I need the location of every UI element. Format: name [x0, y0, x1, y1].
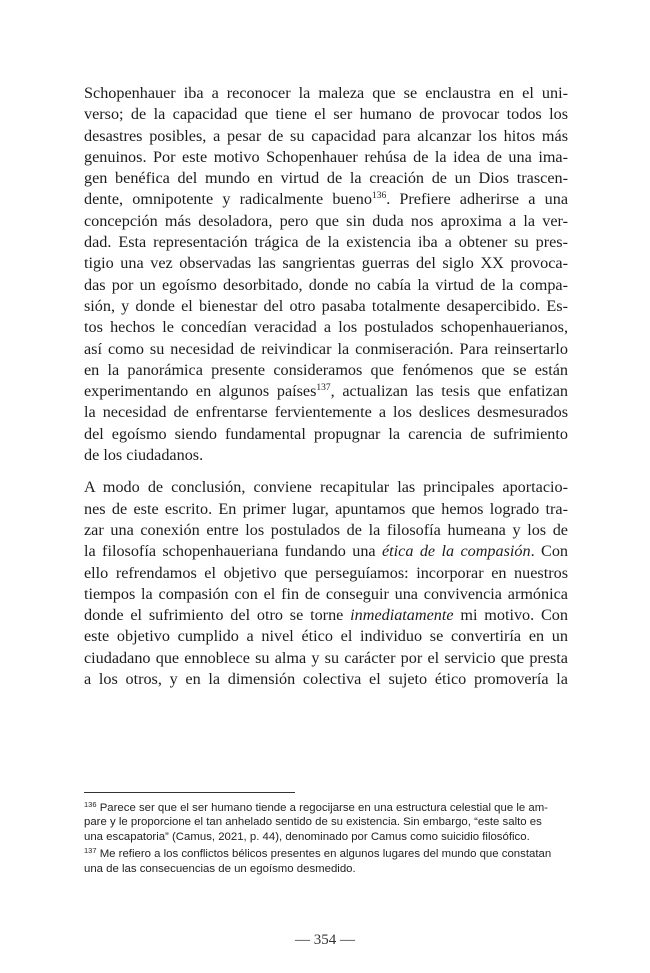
footnote-reference: 136 [371, 191, 387, 202]
footnote [84, 801, 568, 844]
text-line: verso; de la capacidad que tiene el ser humano de provocar todos los [84, 105, 568, 124]
text-line: ello refrendamos el objetivo que perseguíamos: incorporar en nuestros [84, 563, 568, 582]
page-number: — 354 — [295, 932, 355, 948]
text-line: das por un egoísmo desorbitado, donde no cabía la virtud de la compa- [84, 275, 568, 294]
text-line: tigio una vez observadas las sangrientas guerras del siglo XX provoca- [84, 254, 568, 273]
text-run: , actualizan las tesis que enfatizan [330, 382, 568, 401]
text-line: de los ciudadanos. [84, 446, 204, 465]
text-line [84, 381, 568, 402]
text-line: este objetivo cumplido a nivel ético el individuo se convertiría en un [84, 627, 568, 646]
text-run: donde el sufrimiento del otro se torne [84, 606, 351, 625]
footnote [84, 847, 568, 876]
text-line: nes de este escrito. En primer lugar, apuntamos que hemos logrado tra- [84, 499, 568, 518]
text-line: gen benéfica del mundo en virtud de la creación de un Dios trascen- [84, 169, 568, 188]
emphasis-text: inmediatamente [350, 606, 454, 625]
text-line: ciudadano que ennoblece su alma y su carácter por el servicio que presta [84, 648, 568, 667]
emphasis-text: ética de la compasión [381, 542, 531, 561]
text-line: dad. Esta representación trágica de la existencia iba a obtener su pres- [84, 233, 568, 252]
text-run: dente, omnipotente y radicalmente bueno [84, 190, 372, 209]
text-line [84, 605, 568, 626]
text-line: sión, y donde el bienestar del otro pasaba totalmente desapercibido. Es- [84, 296, 568, 315]
text-line: del egoísmo siendo fundamental propugnar la carencia de sufrimiento [84, 424, 568, 443]
body-paragraph [84, 477, 568, 690]
footnotes [84, 801, 568, 876]
footnote-number: 137 [84, 846, 97, 856]
text-line [84, 541, 568, 562]
footnote-line: una de las consecuencias de un egoísmo desmedido. [84, 862, 356, 875]
footnote-line: Parece ser que el ser humano tiende a regocijarse en una estructura celestial que le am- [99, 802, 548, 814]
text-line: genuinos. Por este motivo Schopenhauer rehúsa de la idea de una ima- [84, 147, 568, 166]
footnote-number: 136 [84, 800, 97, 809]
text-run: la filosofía schopenhaueriana fundando una [84, 542, 382, 561]
footnote-line: una escapatoria” (Camus, 2021, p. 44), denominado por Camus como suicidio filosófico. [84, 830, 530, 843]
footnote-rule [84, 792, 295, 793]
body-text [84, 83, 568, 690]
text-run: mi motivo. Con [453, 606, 568, 625]
text-line: desastres posibles, a pesar de su capacidad para alcanzar los hitos más [84, 126, 568, 145]
text-line [84, 189, 568, 210]
text-line: la necesidad de enfrentarse fervientemente a los deslices desmesurados [84, 403, 568, 422]
footnote-line: Me refiero a los conflictos bélicos presentes en algunos lugares del mundo que constatan [99, 848, 552, 861]
text-line: así como su necesidad de reivindicar la conmiseración. Para reinsertarlo [84, 339, 568, 358]
footnote-reference: 137 [316, 383, 331, 394]
text-line: concepción más desoladora, pero que sin duda nos aproxima a la ver- [84, 211, 568, 230]
body-paragraph [84, 83, 568, 466]
footnote-line: pare y le proporcione el tan anhelado sentido de su existencia. Sin embargo, “este salto es [84, 816, 542, 829]
text-line: zar una conexión entre los postulados de la filosofía humeana y los de [84, 520, 568, 539]
text-run: . Con [530, 542, 569, 561]
text-line: en la panorámica presente consideramos que fenómenos que se están [84, 360, 568, 379]
text-run: . Prefiere adherirse a una [386, 190, 569, 209]
text-line: A modo de conclusión, conviene recapitular las principales aportacio- [84, 478, 568, 497]
text-line: Schopenhauer iba a reconocer la maleza que se enclaustra en el uni- [84, 84, 568, 102]
text-run: experimentando en algunos países [84, 382, 317, 401]
text-line: tos hechos le concedían veracidad a los postulados schopenhauerianos, [84, 318, 568, 337]
text-line: tiempos la compasión con el fin de conseguir una convivencia armónica [84, 584, 568, 603]
text-line: a los otros, y en la dimensión colectiva el sujeto ético promovería la [84, 670, 568, 689]
